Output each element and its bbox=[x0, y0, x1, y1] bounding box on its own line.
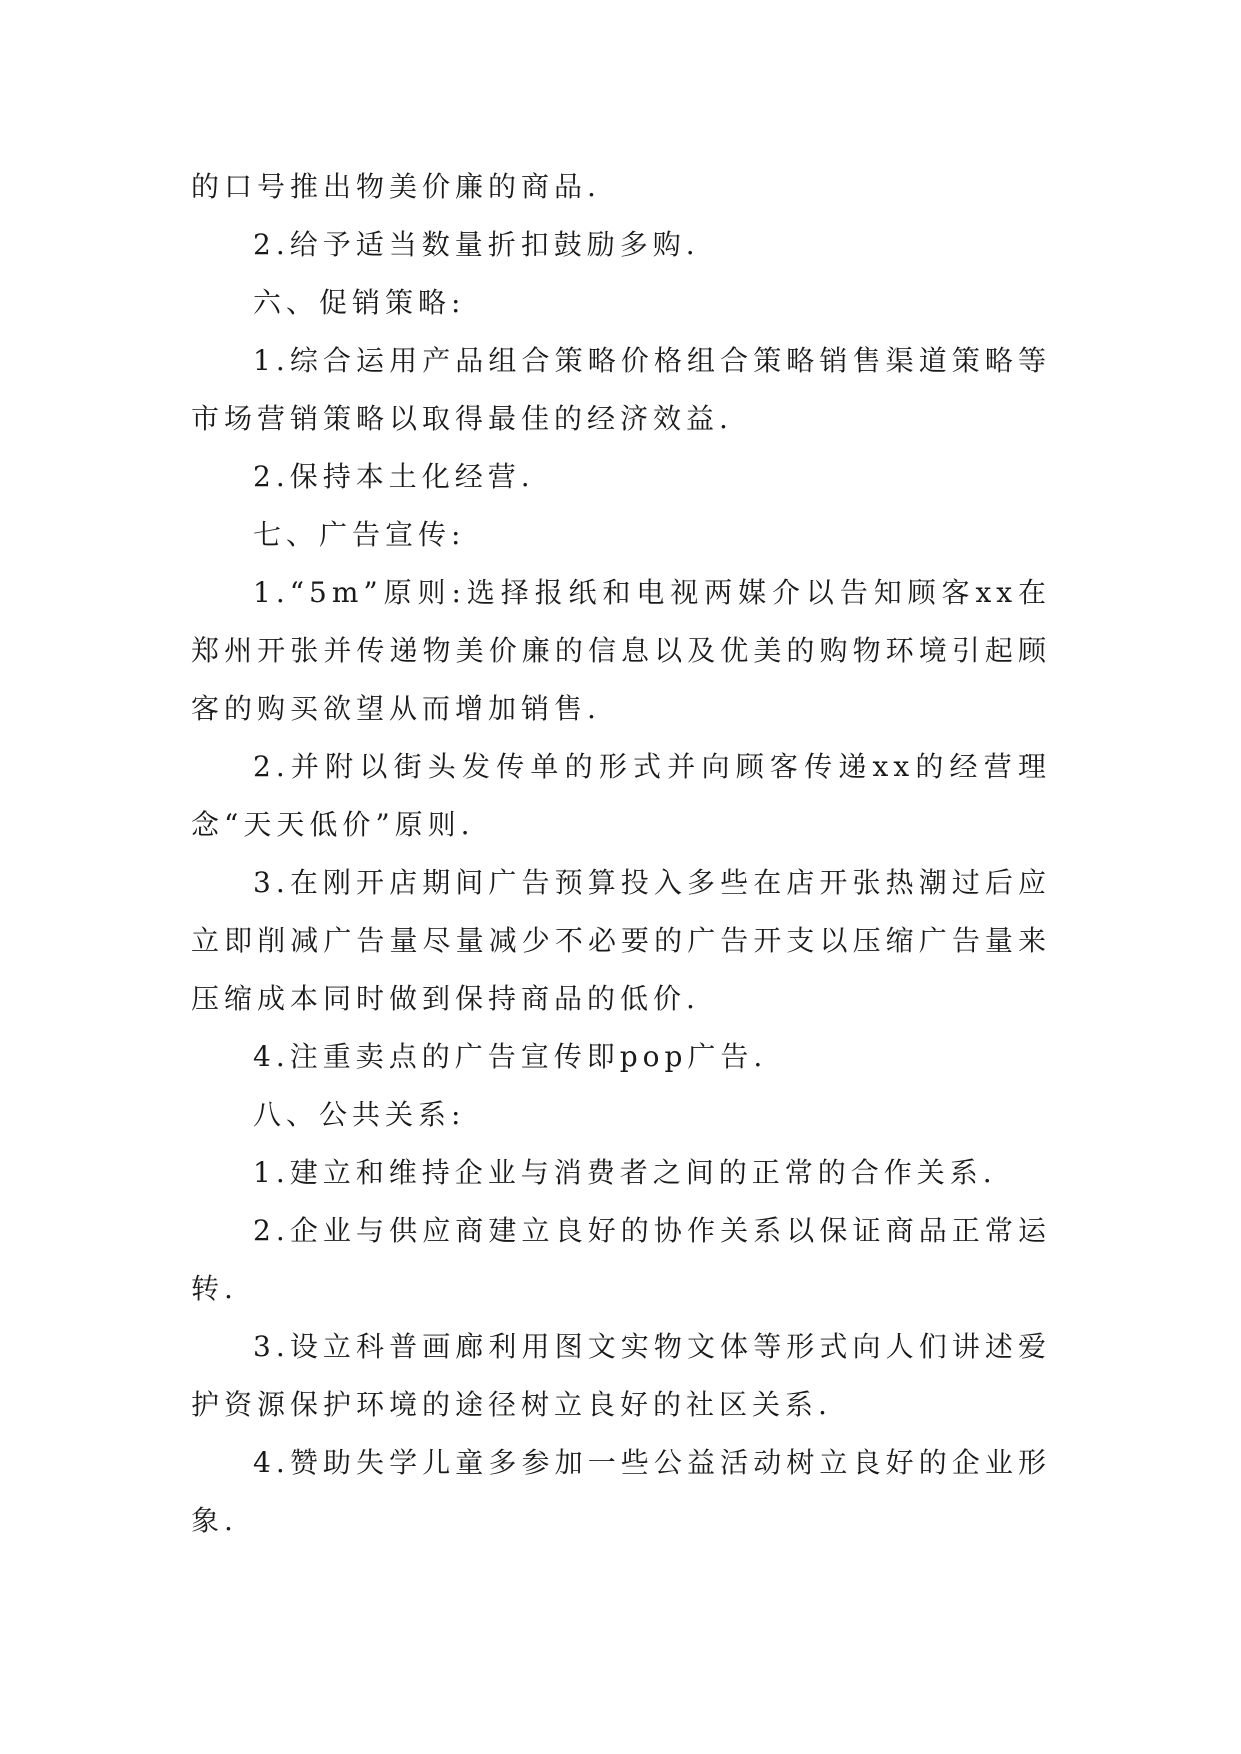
paragraph-public-relations-4: 4.赞助失学儿童多参加一些公益活动树立良好的企业形象. bbox=[191, 1446, 1051, 1537]
paragraph-advertising-4: 4.注重卖点的广告宣传即pop广告. bbox=[253, 1040, 768, 1073]
paragraph-public-relations-2: 2.企业与供应商建立良好的协作关系以保证商品正常运转. bbox=[191, 1214, 1051, 1305]
paragraph-advertising-2: 2.并附以街头发传单的形式并向顾客传递xx的经营理念“天天低价”原则. bbox=[191, 750, 1051, 841]
document-page bbox=[191, 158, 1051, 1550]
section-heading-public-relations: 八、公共关系: bbox=[253, 1098, 466, 1131]
paragraph-continuation: 的口号推出物美价廉的商品. bbox=[191, 170, 601, 203]
paragraph-promotion-1: 1.综合运用产品组合策略价格组合策略销售渠道策略等市场营销策略以取得最佳的经济效益. bbox=[191, 344, 1051, 435]
paragraph-public-relations-1: 1.建立和维持企业与消费者之间的正常的合作关系. bbox=[253, 1156, 997, 1189]
paragraph-advertising-3: 3.在刚开店期间广告预算投入多些在店开张热潮过后应立即削减广告量尽量减少不必要的广告开支以压缩广告量来压缩成本同时做到保持商品的低价. bbox=[191, 866, 1051, 1015]
paragraph-public-relations-3: 3.设立科普画廊利用图文实物文体等形式向人们讲述爱护资源保护环境的途径树立良好的社区关系. bbox=[191, 1330, 1051, 1421]
paragraph-promotion-2: 2.保持本土化经营. bbox=[253, 460, 535, 493]
paragraph-advertising-1: 1.“5m”原则:选择报纸和电视两媒介以告知顾客xx在郑州开张并传递物美价廉的信息以及优美的购物环境引起顾客的购买欲望从而增加销售. bbox=[191, 576, 1051, 725]
section-heading-advertising: 七、广告宣传: bbox=[253, 518, 466, 551]
paragraph-discount: 2.给予适当数量折扣鼓励多购. bbox=[253, 228, 700, 261]
section-heading-promotion: 六、促销策略: bbox=[253, 286, 466, 319]
